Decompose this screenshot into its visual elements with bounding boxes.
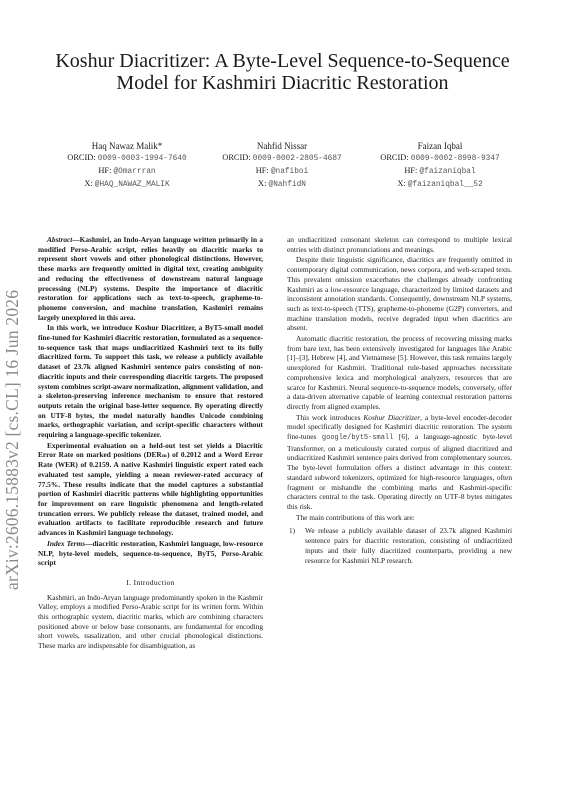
hf-link[interactable]: @faizaniqbal [419,168,476,176]
orcid-label: ORCID: [380,153,409,162]
abstract-p1: Abstract—Kashmiri, an Indo-Aryan language written primarily in a modified Perso-Arabic script, relies heavily on diacritic marks to represent short vowels and other phonological distinctions. However, these marks are frequently omitted in digital text, creating ambiguity and reducing the effectiveness of downstream natural language processing (NLP) systems. Despite the importance of diacritic restoration for applications such as text-to-speech, grapheme-to-phoneme conversion, and machine translation, Kashmiri remains largely unexplored in this area. [38,235,263,322]
author-name: Faizan Iqbal [417,141,463,151]
author-1 [52,140,202,191]
intro-p5: The main contributions of this work are: [296,512,415,522]
x-link[interactable]: @NahfidN [268,181,306,189]
arxiv-identifier-stamp: arXiv:2606.15883v2 [cs.CL] 16 Jun 2026 [2,289,22,590]
author-name: Haq Nawaz Malik* [91,141,163,151]
paper-title: Koshur Diacritizer: A Byte-Level Sequence-to-Sequence Model for Kashmiri Diacritic Restoration [55,50,510,94]
x-label: X: [84,179,93,188]
orcid-label: ORCID: [222,153,251,162]
author-name: Nahfid Nissar [256,141,308,151]
model-name: Koshur Diacritizer [363,412,421,422]
x-label: X: [258,179,267,188]
x-link[interactable]: @faizaniqbal__52 [407,181,483,189]
index-terms-label: Index Terms [47,538,86,548]
orcid-link[interactable]: 0009-0002-2805-4687 [252,155,342,163]
orcid-label: ORCID: [67,153,96,162]
abstract-p3: Experimental evaluation on a held-out test set yields a Diacritic Error Rate on marked positions (DERₘ) of 0.2012 and a Word Error Rate (WER) of 0.2159. A native Kashmiri linguistic expert rated each evaluated test sample, yielding a mean reviewer-rated accuracy of 77.5%. These results indicate that the model captures a substantial portion of Kashmiri diacritic patterns while highlighting opportunities for improvement on rare linguistic phenomena and length-related truncation errors. We publicly release the dataset, trained model, and evaluation artifacts to facilitate reproducible research and future advances in Kashmiri language technology. [38,440,263,538]
hf-link[interactable]: @Omarrran [113,168,156,176]
x-label: X: [397,179,406,188]
abstract-p2: In this work, we introduce Koshur Diacritizer, a ByT5-small model fine-tuned for Kashmiri diacritic restoration, formulated as a sequence-to-sequence task that maps undiacritized Kashmiri text to its fully diacritized form. To support this task, we release a publicly available dataset of 23.7k aligned Kashmiri sentence pairs consisting of non-diacritic inputs and their corresponding diacritic targets. The proposed system combines script-aware normalization, alignment validation, and a skeleton-preserving inference mechanism to ensure that restored outputs retain the original base-letter sequence. By operating directly on UTF-8 bytes, the model naturally handles Unicode combining marks, orthographic variation, and script-specific characters without requiring a language-specific tokenizer. [38,323,263,440]
contribution-text: We release a publicly available dataset of 23.7k aligned Kashmiri sentence pairs for diacritic restoration, consisting of undiacritized inputs and their fully diacritized counterparts, providing a new resource for Kashmiri NLP research. [305,526,512,565]
hf-label: HF: [404,166,418,175]
author-3 [365,140,515,191]
author-block [0,140,565,190]
intro-p3: Automatic diacritic restoration, the process of recovering missing marks from bare text, has been extensively investigated for languages like Arabic [1]–[3], Hebrew [4], and Vietnamese [5]. However, this task remains largely unexplored for Kashmiri. Traditional rule-based approaches necessitate comprehensive lexica and morphological analyzers, resources that are scarce for Kashmiri. Neural sequence-to-sequence models, conversely, offer a data-driven alternative capable of learning contextual restoration patterns directly from aligned examples. [287,334,512,411]
hf-label: HF: [255,166,269,175]
intro-p1-continued: an undiacritized consonant skeleton can correspond to multiple lexical entries with distinct pronunciations and meanings. [287,235,512,254]
orcid-link[interactable]: 0009-0002-8998-9347 [410,155,500,163]
hf-link[interactable]: @nafiboi [270,168,309,176]
right-column [287,235,512,565]
section-heading-introduction: I. Introduction [126,577,175,587]
left-column [38,235,263,651]
abstract-label: Abstract [47,235,73,244]
intro-p4: This work introduces Koshur Diacritizer, a byte-level encoder-decoder model specifically designed for Kashmiri diacritic restoration. The system fine-tunes google/byt5-small [6], a language-agnostic byte-level Transformer, on a meticulously curated corpus of aligned diacritized and undiacritized Kashmiri sentence pairs derived from complementary sources. The byte-level formulation offers a distinct advantage in this context: standard subword tokenizers, optimized for high-resource languages, often fragment or mishandle the combining marks and Kashmiri-specific characters central to the task. Operating directly on UTF-8 bytes mitigates this risk. [287,412,512,511]
intro-p2: Despite their linguistic significance, diacritics are frequently omitted in contemporary digital communication, news corpora, and web-scraped texts. This prevalent omission exacerbates the challenges already confronting Kashmiri as a low-resource language, characterized by limited datasets and inconsistent annotation standards. Consequently, downstream NLP systems, such as text-to-speech (TTS), grapheme-to-phoneme (G2P) converters, and machine translation models, receive degraded input when diacritics are absent. [287,255,512,333]
author-2 [207,140,357,191]
model-id-code: google/byt5-small [321,434,394,443]
contribution-number: 1) [289,526,296,536]
index-terms: Index Terms—diacritic restoration, Kashmiri language, low-resource NLP, byte-level models, sequence-to-sequence, ByT5, Perso-Arabic script [38,538,263,568]
intro-p1: Kashmiri, an Indo-Aryan language predominantly spoken in the Kashmir Valley, employs a modified Perso-Arabic script for its written form. Within this orthographic system, diacritic marks, which are combining characters positioned above or below base consonants, are fundamental for encoding short vowels, nasalization, and other crucial phonological distinctions. These marks are indispensable for disambiguation, as [38,592,263,651]
orcid-link[interactable]: 0009-0003-1994-7640 [97,155,187,163]
contribution-item [287,526,512,565]
x-link[interactable]: @HAQ_NAWAZ_MALIK [94,181,170,189]
hf-label: HF: [98,166,112,175]
